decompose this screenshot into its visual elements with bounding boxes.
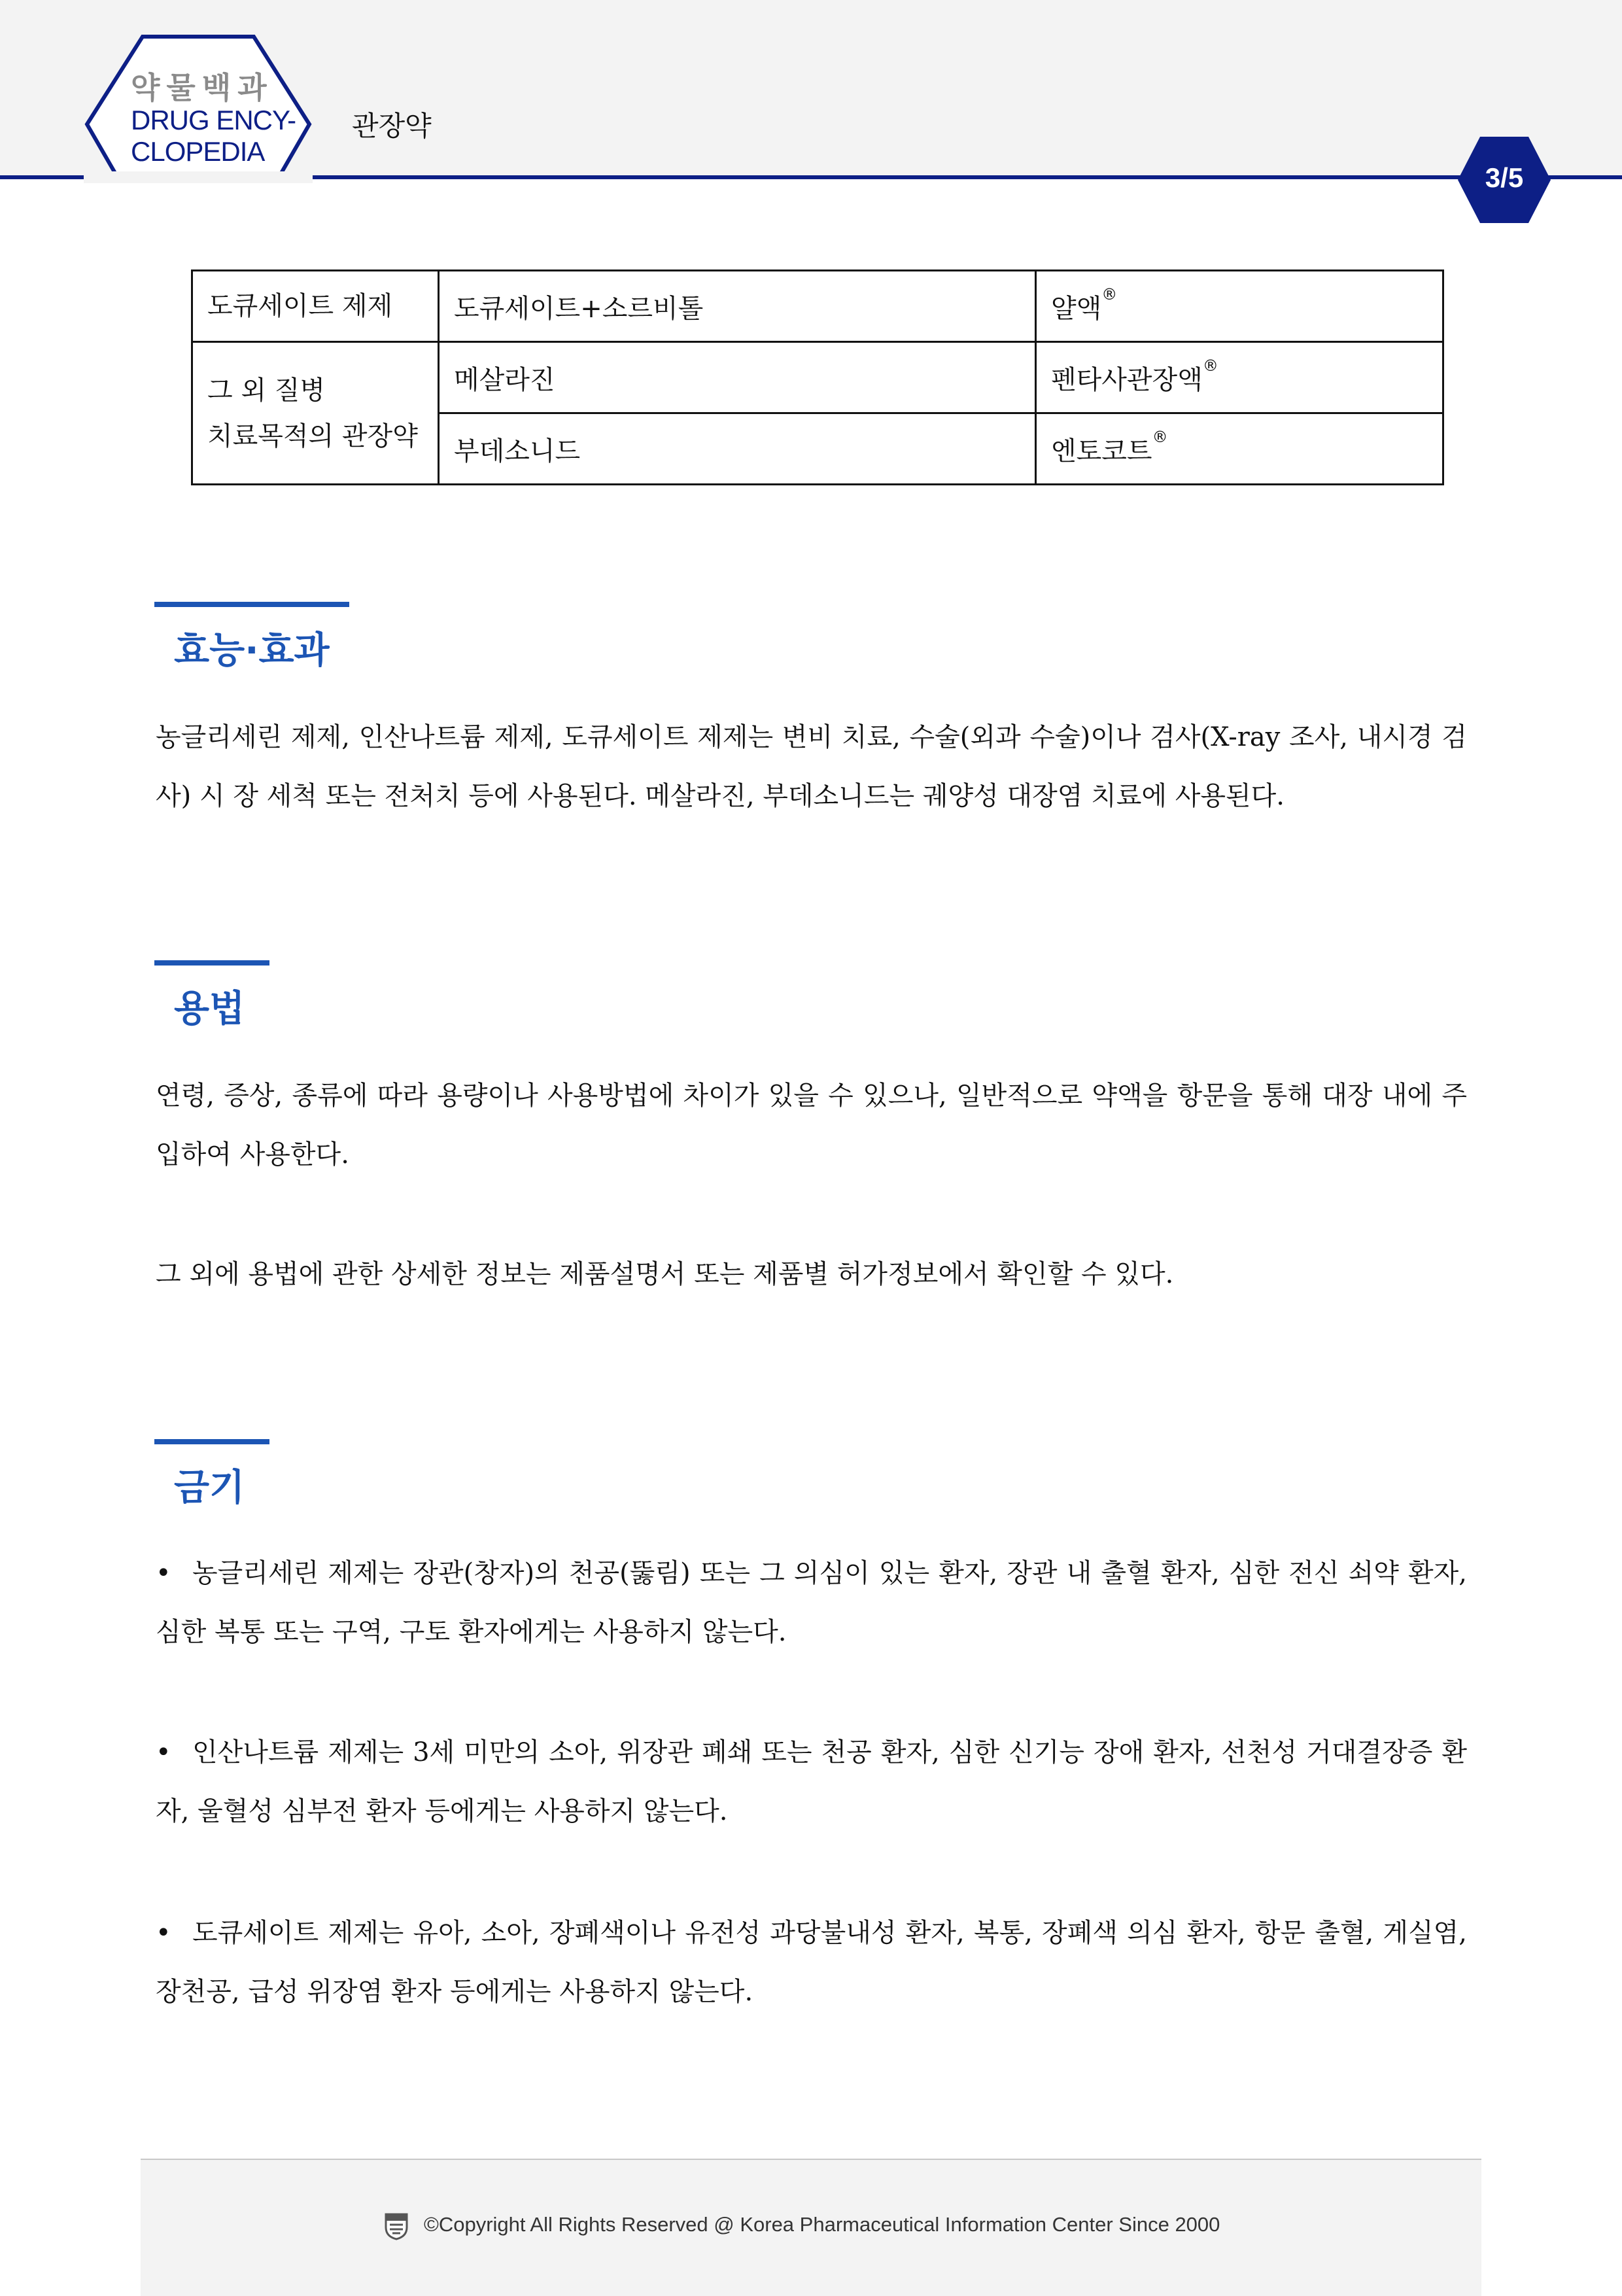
category-line-1: 그 외 질병 xyxy=(207,375,325,406)
section-title-usage: 용법 xyxy=(174,988,245,1030)
product-name: 얄액 xyxy=(1051,293,1102,324)
registered-mark: ® xyxy=(1202,356,1218,375)
usage-paragraph-2: 그 외에 용법에 관한 상세한 정보는 제품설명서 또는 제품별 허가정보에서 확인할 수 있다. xyxy=(156,1259,1174,1289)
section-title-efficacy: 효능·효과 xyxy=(174,629,330,672)
table-row xyxy=(192,271,1443,342)
table-cell-ingredient: 부데소니드 xyxy=(439,413,1036,485)
contraindication-text: 농글리세린 제제는 장관(창자)의 천공(뚫림) 또는 그 의심이 있는 환자, 장관 내 출혈 환자, 심한 전신 쇠약 환자, 심한 복통 또는 구역, 구토 환자에게는 사용하지 않는다. xyxy=(156,1558,1467,1647)
table-cell-product xyxy=(1036,342,1443,413)
section-bar-contraindications xyxy=(154,1439,269,1444)
registered-mark: ® xyxy=(1152,427,1168,446)
copyright-text: ©Copyright All Rights Reserved @ Korea Pharmaceutical Information Center Since 2000 xyxy=(424,2213,1220,2236)
contraindication-item xyxy=(156,1723,1467,1841)
section-bar-efficacy xyxy=(154,602,349,607)
table-cell-category xyxy=(192,342,439,485)
bullet: • xyxy=(156,1558,171,1588)
logo-korean: 약물백과 xyxy=(131,71,273,105)
category-line-2: 치료목적의 관장약 xyxy=(207,421,418,451)
table-cell-product xyxy=(1036,413,1443,485)
page-number: 3/5 xyxy=(1485,162,1524,193)
logo xyxy=(131,71,296,167)
table-cell-product xyxy=(1036,271,1443,342)
shield-icon xyxy=(383,2212,409,2240)
logo-english-line-1: DRUG ENCY- xyxy=(131,105,296,135)
section-bar-usage xyxy=(154,960,269,965)
drug-table xyxy=(191,270,1444,485)
section-title-contraindications: 금기 xyxy=(174,1467,245,1509)
bullet: • xyxy=(156,1918,171,1948)
usage-paragraph-1: 연령, 증상, 종류에 따라 용량이나 사용방법에 차이가 있을 수 있으나, 일반적으로 약액을 항문을 통해 대장 내에 주입하여 사용한다. xyxy=(156,1081,1467,1170)
table-cell-category: 도큐세이트 제제 xyxy=(192,271,439,342)
product-name: 펜타사관장액 xyxy=(1051,364,1203,395)
registered-mark: ® xyxy=(1101,285,1118,304)
contraindication-text: 도큐세이트 제제는 유아, 소아, 장폐색이나 유전성 과당불내성 환자, 복통, 장폐색 의심 환자, 항문 출혈, 게실염, 장천공, 급성 위장염 환자 등에게는 사용하지 않는다. xyxy=(156,1918,1467,2007)
table-row xyxy=(192,342,1443,413)
document-title: 관장약 xyxy=(352,110,432,142)
table-cell-ingredient: 도큐세이트+소르비톨 xyxy=(439,271,1036,342)
table-cell-ingredient: 메살라진 xyxy=(439,342,1036,413)
product-name: 엔토코트 xyxy=(1051,436,1152,466)
contraindication-item xyxy=(156,1544,1467,1661)
bullet: • xyxy=(156,1737,171,1767)
contraindication-item xyxy=(156,1904,1467,2021)
contraindication-text: 인산나트륨 제제는 3세 미만의 소아, 위장관 폐쇄 또는 천공 환자, 심한 신기능 장애 환자, 선천성 거대결장증 환자, 울혈성 심부전 환자 등에게는 사용하지 않는다. xyxy=(156,1737,1467,1826)
logo-english-line-2: CLOPEDIA xyxy=(131,136,265,167)
efficacy-paragraph: 농글리세린 제제, 인산나트륨 제제, 도큐세이트 제제는 변비 치료, 수술(외과 수술)이나 검사(X-ray 조사, 내시경 검사) 시 장 세척 또는 전처치 등에 사용된다. 메살라진, 부데소니드는 궤양성 대장염 치료에 사용된다. xyxy=(156,722,1467,811)
